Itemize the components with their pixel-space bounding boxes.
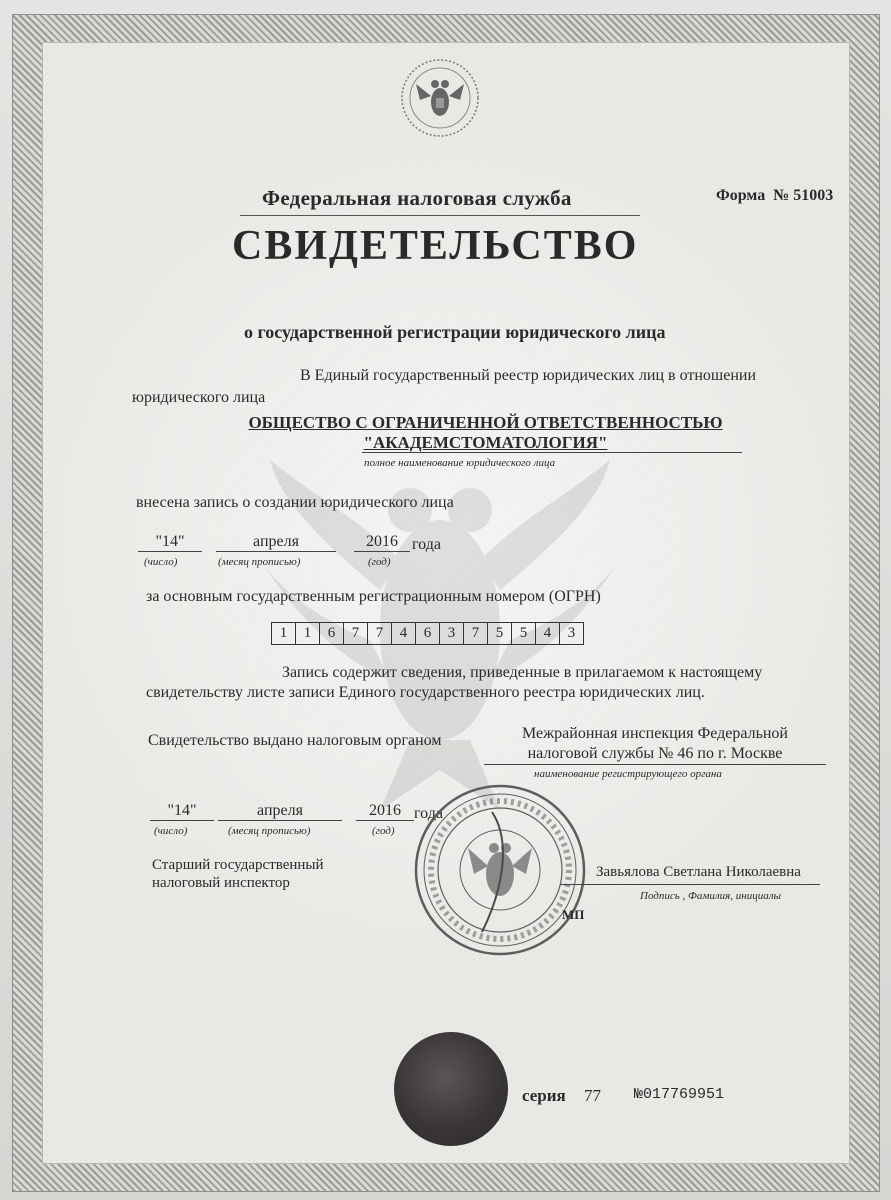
record-year-suffix: года bbox=[412, 536, 441, 553]
organization-name-line-2: "АКАДЕМСТОМАТОЛОГИЯ" bbox=[363, 433, 608, 452]
signatory-position-line-2: налоговый инспектор bbox=[152, 875, 290, 891]
ogrn-digit: 4 bbox=[536, 623, 560, 644]
record-day-caption: (число) bbox=[144, 556, 178, 568]
org-underline bbox=[362, 452, 742, 453]
issue-month-caption: (месяц прописью) bbox=[228, 825, 311, 837]
tax-service-heading: Федеральная налоговая служба bbox=[262, 186, 572, 210]
ogrn-label: за основным государственным регистрационным номером (ОГРН) bbox=[146, 588, 601, 605]
issue-month: апреля bbox=[218, 802, 342, 821]
serial-label bbox=[522, 1086, 601, 1106]
hologram-sticker bbox=[394, 1032, 508, 1146]
issuer-name-line-1: Межрайонная инспекция Федеральной bbox=[522, 725, 788, 742]
record-text: внесена запись о создании юридического лица bbox=[136, 494, 454, 511]
serial-label-text: серия bbox=[522, 1086, 566, 1105]
issue-year-caption: (год) bbox=[372, 825, 395, 837]
ogrn-digit: 5 bbox=[488, 623, 512, 644]
serial-number: №017769951 bbox=[634, 1086, 725, 1103]
issuer-underline bbox=[484, 764, 826, 765]
ogrn-digit: 7 bbox=[464, 623, 488, 644]
header-divider bbox=[240, 215, 640, 216]
organization-caption: полное наименование юридического лица bbox=[364, 457, 556, 469]
record-month-caption: (месяц прописью) bbox=[218, 556, 301, 568]
signatory-position-line-1: Старший государственный bbox=[152, 857, 324, 873]
issue-year: 2016 bbox=[356, 802, 414, 821]
ogrn-digit: 7 bbox=[368, 623, 392, 644]
ogrn-digit: 3 bbox=[440, 623, 464, 644]
form-number bbox=[716, 187, 833, 205]
record-day: "14" bbox=[138, 533, 202, 552]
issuer-label: Свидетельство выдано налоговым органом bbox=[148, 732, 442, 749]
signature-underline bbox=[560, 884, 820, 885]
certificate-title: СВИДЕТЕЛЬСТВО bbox=[232, 223, 639, 269]
emblem-icon bbox=[400, 58, 480, 138]
ogrn-digit: 5 bbox=[512, 623, 536, 644]
form-number-value: № 51003 bbox=[773, 187, 834, 204]
serial-series: 77 bbox=[584, 1086, 601, 1105]
ogrn-digit: 3 bbox=[567, 625, 576, 641]
note-line-1: Запись содержит сведения, приведенные в прилагаемом к настоящему bbox=[282, 664, 763, 681]
stamp-place-label: МП bbox=[562, 907, 585, 922]
signatory-position bbox=[152, 856, 324, 892]
issue-day: "14" bbox=[150, 802, 214, 821]
issue-year-suffix: года bbox=[414, 805, 443, 822]
record-year: 2016 bbox=[354, 533, 410, 552]
organization-name bbox=[218, 413, 753, 453]
issue-day-caption: (число) bbox=[154, 825, 188, 837]
registry-line-1: В Единый государственный реестр юридических лиц в отношении bbox=[300, 367, 757, 384]
note-line-2: свидетельству листе записи Единого государственного реестра юридических лиц. bbox=[146, 684, 705, 701]
form-label: Форма bbox=[716, 187, 766, 204]
ogrn-digit: 6 bbox=[320, 623, 344, 644]
record-month: апреля bbox=[216, 533, 336, 552]
organization-name-line-1: ОБЩЕСТВО С ОГРАНИЧЕННОЙ ОТВЕТСТВЕННОСТЬЮ bbox=[248, 413, 723, 432]
registry-line-2: юридического лица bbox=[132, 389, 266, 406]
certificate-subtitle: о государственной регистрации юридического лица bbox=[244, 322, 666, 342]
ogrn-digit: 6 bbox=[416, 623, 440, 644]
official-seal-icon bbox=[412, 782, 588, 958]
ogrn-number bbox=[271, 622, 584, 645]
ogrn-digit: 1 bbox=[296, 623, 320, 644]
signatory-caption: Подпись , Фамилия, инициалы bbox=[640, 890, 781, 902]
ogrn-digit: 7 bbox=[344, 623, 368, 644]
ogrn-digit: 1 bbox=[272, 623, 296, 644]
ogrn-digit: 4 bbox=[392, 623, 416, 644]
issuer-caption: наименование регистрирующего органа bbox=[534, 768, 722, 780]
signatory-name: Завьялова Светлана Николаевна bbox=[596, 864, 801, 880]
issuer-name bbox=[500, 724, 810, 764]
record-year-caption: (год) bbox=[368, 556, 391, 568]
issuer-name-line-2: налоговой службы № 46 по г. Москве bbox=[527, 745, 783, 762]
